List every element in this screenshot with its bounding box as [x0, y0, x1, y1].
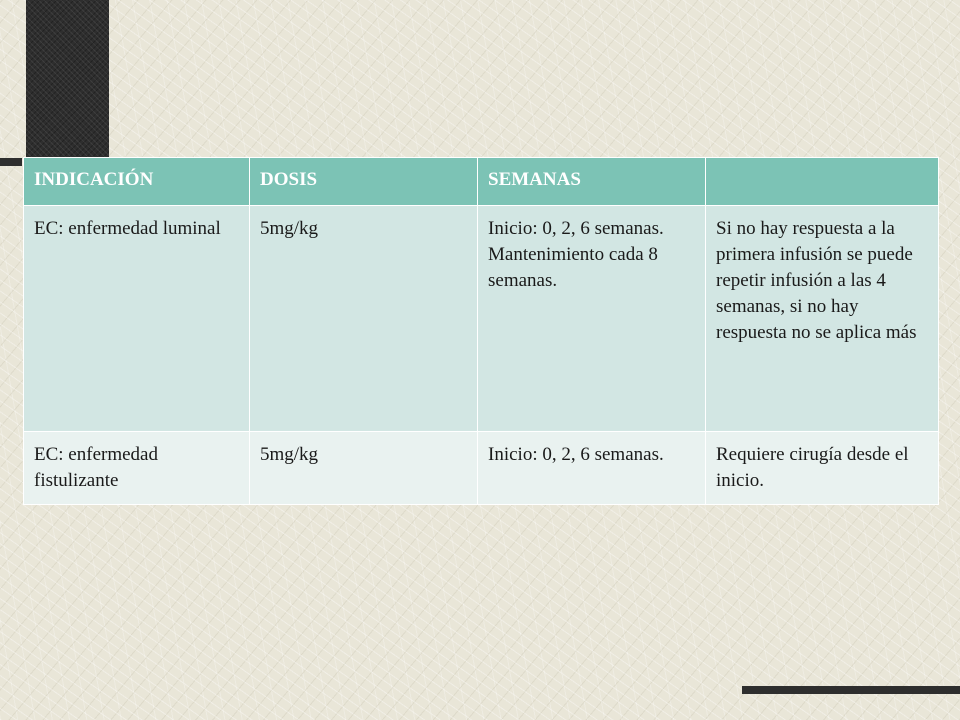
cell-indicacion: EC: enfermedad luminal: [24, 206, 250, 432]
dosing-table: [23, 157, 939, 505]
table-header-row: [24, 158, 939, 206]
decorative-dark-block: [26, 0, 109, 158]
cell-dosis: 5mg/kg: [250, 206, 478, 432]
cell-notes: Requiere cirugía desde el inicio.: [706, 432, 939, 505]
cell-semanas: Inicio: 0, 2, 6 semanas. Mantenimiento cada 8 semanas.: [478, 206, 706, 432]
cell-semanas: Inicio: 0, 2, 6 semanas.: [478, 432, 706, 505]
cell-indicacion: EC: enfermedad fistulizante: [24, 432, 250, 505]
table-row: [24, 206, 939, 432]
cell-dosis: 5mg/kg: [250, 432, 478, 505]
decorative-rule-bottom-right: [742, 686, 960, 694]
cell-notes: Si no hay respuesta a la primera infusión se puede repetir infusión a las 4 semanas, si no hay respuesta no se aplica más: [706, 206, 939, 432]
table-row: [24, 432, 939, 505]
decorative-rule-left: [0, 158, 22, 166]
header-dosis: DOSIS: [250, 158, 478, 206]
header-semanas: SEMANAS: [478, 158, 706, 206]
header-indicacion: INDICACIÓN: [24, 158, 250, 206]
header-notes: [706, 158, 939, 206]
